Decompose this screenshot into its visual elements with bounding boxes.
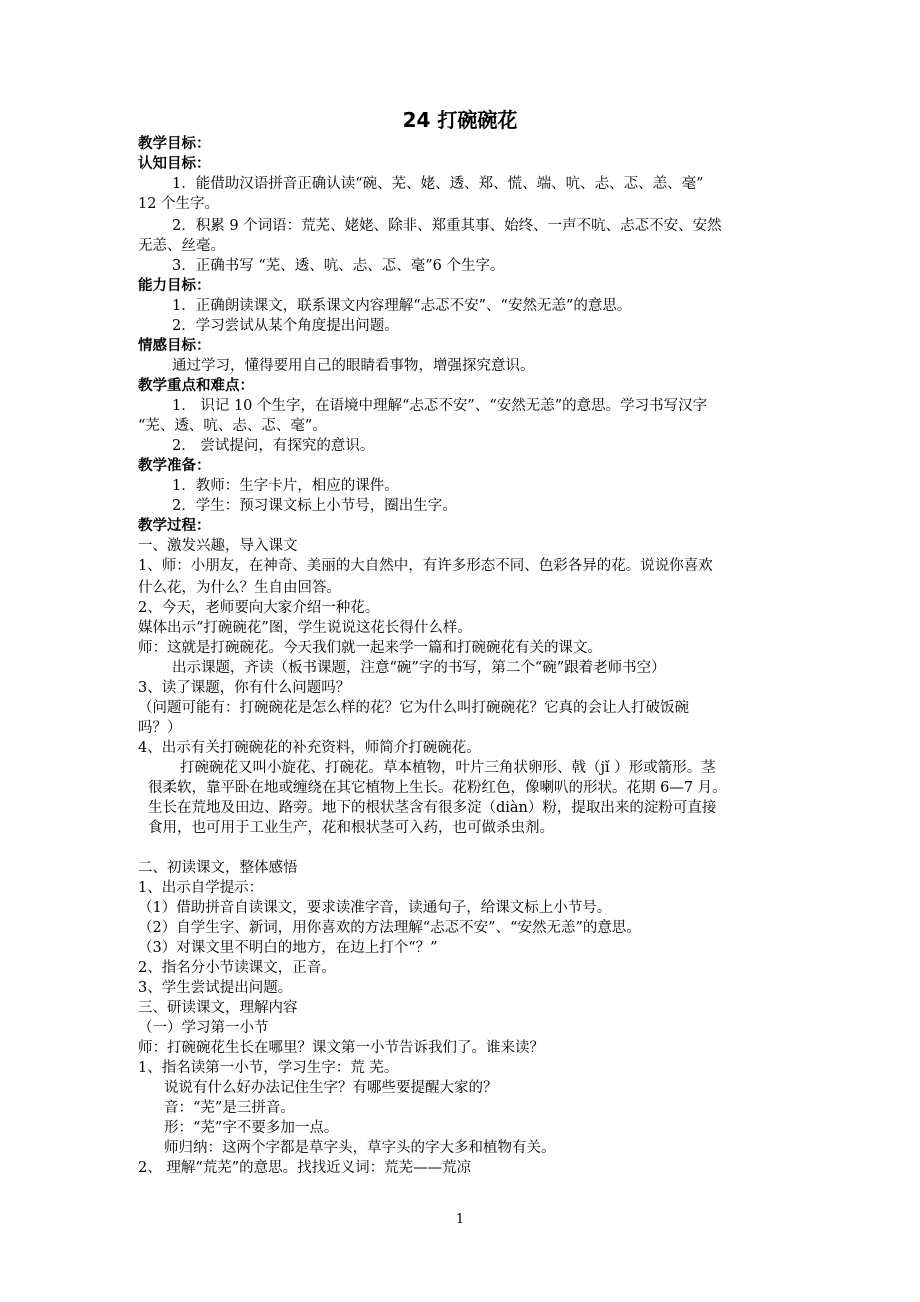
body-line: 媒体出示“打碗碗花”图，学生说说这花长得什么样。: [138, 620, 472, 636]
body-line: 师：打碗碗花生长在哪里？课文第一小节告诉我们了。谁来读？: [138, 1040, 544, 1056]
section-heading: 三、研读课文，理解内容: [138, 1000, 298, 1016]
body-line: 3、学生尝试提出问题。: [138, 980, 293, 996]
body-line: 2、今天，老师要向大家介绍一种花。: [138, 600, 380, 616]
heading-preparation: 教学准备：: [138, 458, 211, 474]
body-line: （一）学习第一小节: [138, 1020, 269, 1036]
body-line: 2、指名分小节读课文，正音。: [138, 960, 336, 976]
body-line: 生长在荒地及田边、路旁。地下的根状茎含有很多淀（diàn）粉，提取出来的淀粉可直接: [148, 800, 717, 816]
section-heading: 二、初读课文，整体感悟: [138, 860, 298, 876]
body-line: 2．积累 9 个词语：荒芜、姥姥、除非、郑重其事、始终、一声不吭、忐忑不安、安然: [172, 218, 722, 234]
heading-key-points: 教学重点和难点：: [138, 378, 254, 394]
body-line: 很柔软，靠平卧在地或缠绕在其它植物上生长。花粉红色，像喇叭的形状。花期 6—7 月。: [148, 780, 727, 796]
body-line: 音：“芜”是三拼音。: [164, 1100, 295, 1116]
section-heading: 一、激发兴趣，导入课文: [138, 538, 298, 554]
body-line: 师：这就是打碗碗花。今天我们就一起来学一篇和打碗碗花有关的课文。: [138, 640, 602, 656]
body-line: 1． 识记 10 个生字，在语境中理解“忐忑不安”、“安然无恙”的意思。学习书写汉字: [172, 398, 708, 414]
body-line: 打碗碗花又叫小旋花、打碗花。草本植物，叶片三角状卵形、戟（jǐ ）形或箭形。茎: [180, 760, 716, 776]
body-line: 无恙、丝毫。: [138, 238, 225, 254]
body-line: 2．学习尝试从某个角度提出问题。: [172, 318, 399, 334]
body-line: 1．教师：生字卡片，相应的课件。: [172, 478, 399, 494]
body-line: 出示课题，齐读（板书课题，注意“碗”字的书写，第二个“碗”跟着老师书空）: [172, 660, 666, 676]
body-line: （问题可能有：打碗碗花是怎么样的花？它为什么叫打碗碗花？它真的会让人打破饭碗: [138, 700, 689, 716]
page-title: 24 打碗碗花: [402, 108, 518, 132]
body-line: （3）对课文里不明白的地方，在边上打个“？”: [138, 940, 438, 956]
heading-emotion-goals: 情感目标：: [138, 338, 211, 354]
heading-process: 教学过程：: [138, 518, 211, 534]
body-line: 12 个生字。: [138, 196, 220, 212]
body-line: 1．正确朗读课文，联系课文内容理解“忐忑不安”、“安然无恙”的意思。: [172, 298, 632, 314]
body-line: 说说有什么好办法记住生字？有哪些要提醒大家的？: [164, 1080, 498, 1096]
body-line: 1、师：小朋友，在神奇、美丽的大自然中，有许多形态不同、色彩各异的花。说说你喜欢: [138, 558, 713, 574]
body-line: 什么花，为什么？生自由回答。: [138, 580, 341, 596]
body-line: 形：“芜”字不要多加一点。: [164, 1120, 339, 1136]
body-line: （2）自学生字、新词，用你喜欢的方法理解“忐忑不安”、“安然无恙”的意思。: [138, 920, 641, 936]
body-line: “芜、透、吭、忐、忑、毫”。: [138, 418, 327, 434]
body-line: 4、出示有关打碗碗花的补充资料，师简介打碗碗花。: [138, 740, 481, 756]
heading-cognitive-goals: 认知目标：: [138, 156, 211, 172]
body-line: 1、指名读第一小节，学习生字：荒 芜。: [138, 1060, 399, 1076]
heading-teaching-goals: 教学目标：: [138, 136, 211, 152]
page-number: 1: [455, 1212, 465, 1227]
body-line: 吗？）: [138, 720, 182, 736]
body-line: 师归纳：这两个字都是草字头，草字头的字大多和植物有关。: [164, 1140, 556, 1156]
body-line: （1）借助拼音自读课文，要求读准字音，读通句子，给课文标上小节号。: [138, 900, 612, 916]
body-line: 通过学习，懂得要用自己的眼睛看事物，增强探究意识。: [172, 358, 535, 374]
body-line: 食用，也可用于工业生产，花和根状茎可入药，也可做杀虫剂。: [148, 820, 554, 836]
body-line: 2． 尝试提问，有探究的意识。: [172, 438, 375, 454]
body-line: 2、 理解“荒芜”的意思。找找近义词：荒芜——荒凉: [138, 1160, 472, 1176]
body-line: 3．正确书写 “芜、透、吭、忐、忑、毫”6 个生字。: [172, 258, 505, 274]
body-line: 3、读了课题，你有什么问题吗？: [138, 680, 351, 696]
heading-ability-goals: 能力目标：: [138, 278, 211, 294]
body-line: 2．学生：预习课文标上小节号，圈出生字。: [172, 498, 457, 514]
body-line: 1．能借助汉语拼音正确认读“碗、芜、姥、透、郑、慌、端、吭、忐、忑、恙、毫”: [172, 176, 704, 192]
body-line: 1、出示自学提示：: [138, 880, 264, 896]
